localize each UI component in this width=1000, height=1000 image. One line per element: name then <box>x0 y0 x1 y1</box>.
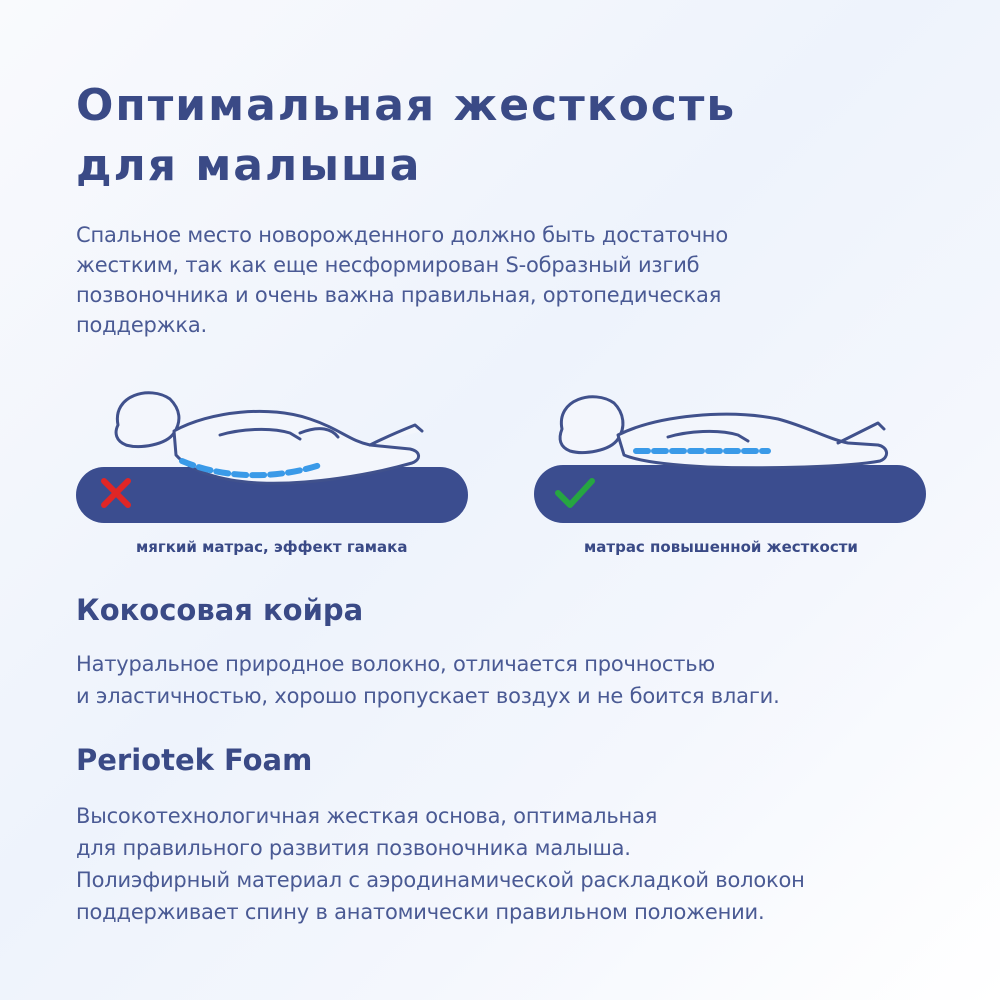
firm-mattress <box>534 465 926 523</box>
section-text-coir: Натуральное природное волокно, отличается прочностью и эластичностью, хорошо пропускает воздух и не боится влаги. <box>76 652 780 708</box>
soft-mattress-illustration <box>70 385 480 530</box>
baby-firm-icon <box>560 397 887 468</box>
section-heading-coir: Кокосовая койра <box>76 593 364 627</box>
section-text-foam: Высокотехнологичная жесткая основа, оптимальная для правильного развития позвоночника малыша. Полиэфирный материал с аэродинамической раскладкой волокон поддерживает спину в анатомически правильном положении. <box>76 804 805 924</box>
section-heading-foam: Periotek Foam <box>76 743 313 777</box>
firm-mattress-illustration <box>528 385 938 530</box>
intro-text: Спальное место новорожденного должно быть достаточно жестким, так как еще несформирован S-образный изгиб позвоночника и очень важна правильная, ортопедическая поддержка. <box>76 223 728 337</box>
firm-mattress-caption: матрас повышенной жесткости <box>584 538 858 556</box>
page-title: Оптимальная жесткость для малыша <box>76 80 737 191</box>
soft-mattress-caption: мягкий матрас, эффект гамака <box>136 538 408 556</box>
